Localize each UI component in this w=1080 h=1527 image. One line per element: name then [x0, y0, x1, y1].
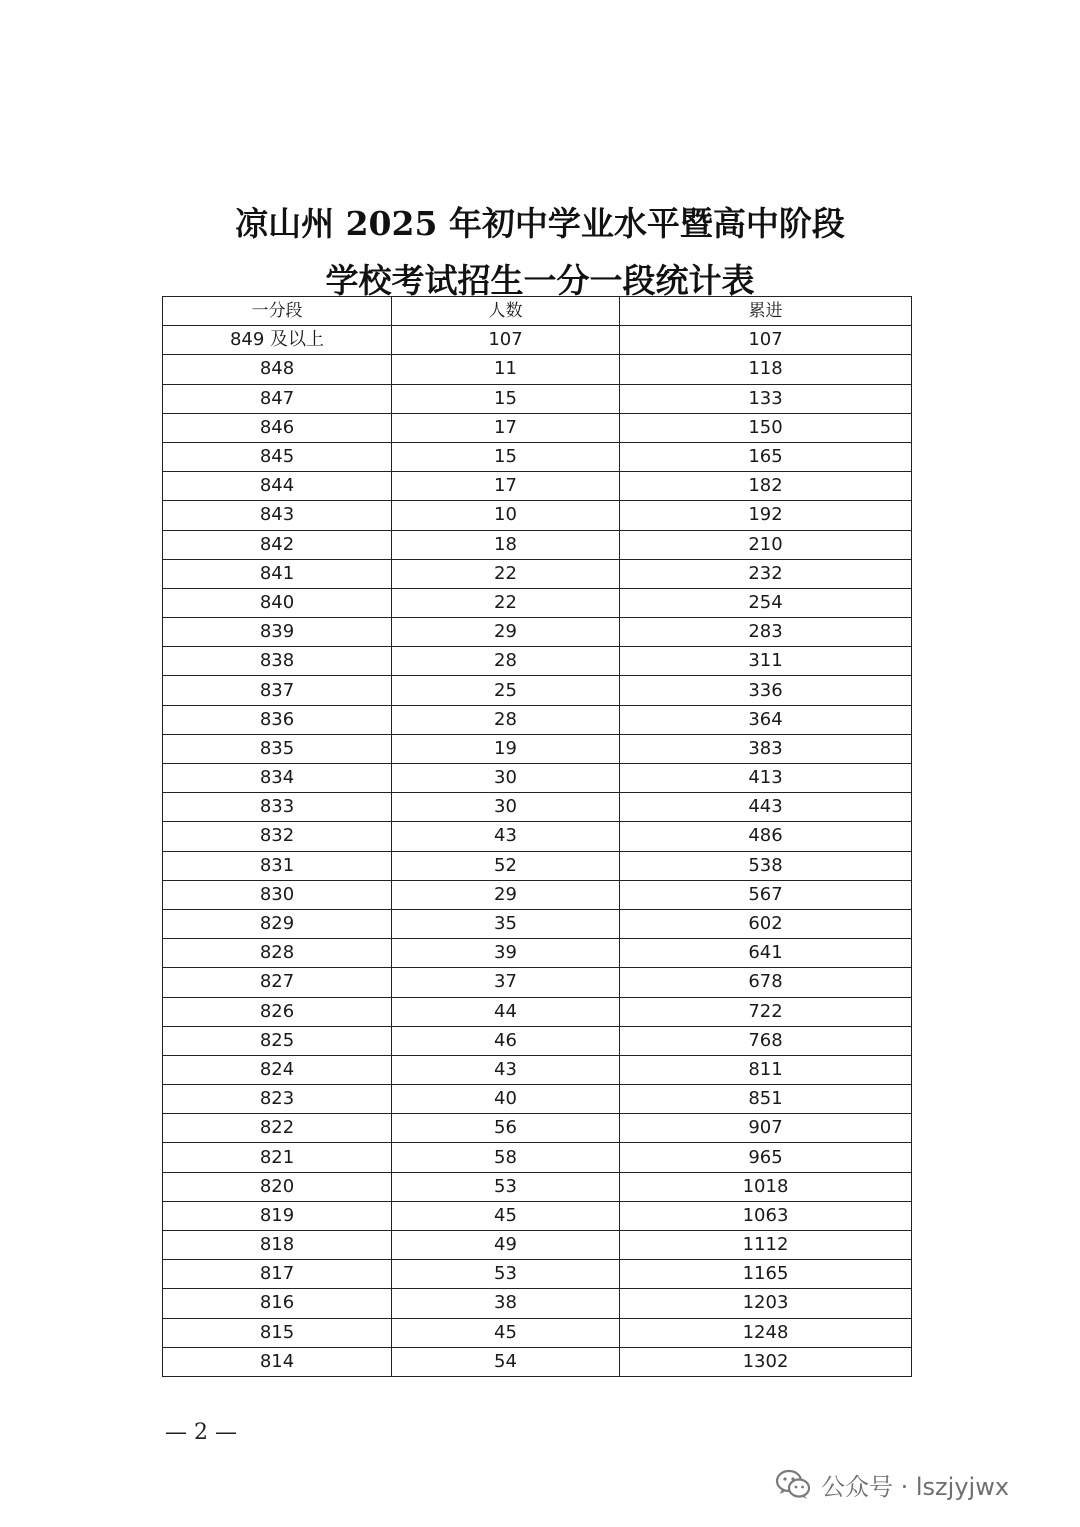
- cumulative-cell: 165: [620, 442, 912, 471]
- score-cell: 845: [163, 442, 392, 471]
- table-row: [163, 1172, 912, 1201]
- count-cell: 49: [392, 1231, 620, 1260]
- score-cell: 837: [163, 676, 392, 705]
- count-cell: 53: [392, 1260, 620, 1289]
- cumulative-cell: 1165: [620, 1260, 912, 1289]
- score-cell: 819: [163, 1201, 392, 1230]
- score-cell: 828: [163, 939, 392, 968]
- score-cell: 849 及以上: [163, 326, 392, 355]
- count-cell: 37: [392, 968, 620, 997]
- table-row: [163, 676, 912, 705]
- table-row: [163, 1289, 912, 1318]
- score-cell: 815: [163, 1318, 392, 1347]
- score-cell: 834: [163, 764, 392, 793]
- cumulative-cell: 538: [620, 851, 912, 880]
- count-cell: 54: [392, 1347, 620, 1376]
- table-row: [163, 588, 912, 617]
- cumulative-cell: 1063: [620, 1201, 912, 1230]
- table-row: [163, 793, 912, 822]
- table-row: [163, 530, 912, 559]
- table-row: [163, 384, 912, 413]
- score-cell: 820: [163, 1172, 392, 1201]
- table-row: [163, 909, 912, 938]
- table-row: [163, 1055, 912, 1084]
- cumulative-cell: 567: [620, 880, 912, 909]
- cumulative-cell: 118: [620, 355, 912, 384]
- count-cell: 43: [392, 1055, 620, 1084]
- table-row: [163, 472, 912, 501]
- count-cell: 30: [392, 764, 620, 793]
- table-row: [163, 1114, 912, 1143]
- count-cell: 28: [392, 647, 620, 676]
- score-cell: 841: [163, 559, 392, 588]
- table-row: [163, 1201, 912, 1230]
- wechat-icon: [775, 1466, 811, 1502]
- cumulative-cell: 182: [620, 472, 912, 501]
- table-row: [163, 442, 912, 471]
- watermark-text: 公众号 · lszjyjwx: [821, 1472, 1010, 1501]
- count-cell: 52: [392, 851, 620, 880]
- score-cell: 825: [163, 1026, 392, 1055]
- cumulative-cell: 722: [620, 997, 912, 1026]
- count-cell: 46: [392, 1026, 620, 1055]
- count-cell: 35: [392, 909, 620, 938]
- cumulative-cell: 1112: [620, 1231, 912, 1260]
- table-row: [163, 559, 912, 588]
- table-row: [163, 705, 912, 734]
- score-cell: 844: [163, 472, 392, 501]
- score-cell: 827: [163, 968, 392, 997]
- cumulative-cell: 443: [620, 793, 912, 822]
- table-row: [163, 1231, 912, 1260]
- table-row: [163, 997, 912, 1026]
- count-cell: 58: [392, 1143, 620, 1172]
- count-cell: 25: [392, 676, 620, 705]
- cumulative-cell: 1248: [620, 1318, 912, 1347]
- score-distribution-table: [162, 296, 912, 1377]
- score-cell: 831: [163, 851, 392, 880]
- count-cell: 17: [392, 472, 620, 501]
- score-cell: 842: [163, 530, 392, 559]
- cumulative-cell: 1018: [620, 1172, 912, 1201]
- score-cell: 840: [163, 588, 392, 617]
- count-cell: 39: [392, 939, 620, 968]
- document-title-line-1: 凉山州 2025 年初中学业水平暨高中阶段: [235, 204, 845, 243]
- count-cell: 44: [392, 997, 620, 1026]
- cumulative-cell: 602: [620, 909, 912, 938]
- cumulative-cell: 311: [620, 647, 912, 676]
- cumulative-cell: 907: [620, 1114, 912, 1143]
- score-cell: 838: [163, 647, 392, 676]
- cumulative-cell: 1203: [620, 1289, 912, 1318]
- cumulative-cell: 210: [620, 530, 912, 559]
- cumulative-cell: 336: [620, 676, 912, 705]
- table-row: [163, 501, 912, 530]
- table-row: [163, 618, 912, 647]
- cumulative-cell: 133: [620, 384, 912, 413]
- score-cell: 826: [163, 997, 392, 1026]
- score-cell: 847: [163, 384, 392, 413]
- table-row: [163, 647, 912, 676]
- score-cell: 832: [163, 822, 392, 851]
- count-cell: 29: [392, 618, 620, 647]
- wechat-watermark: [775, 1466, 1009, 1502]
- table-row: [163, 734, 912, 763]
- count-cell: 22: [392, 588, 620, 617]
- count-cell: 45: [392, 1318, 620, 1347]
- score-cell: 839: [163, 618, 392, 647]
- count-cell: 22: [392, 559, 620, 588]
- score-cell: 814: [163, 1347, 392, 1376]
- score-cell: 830: [163, 880, 392, 909]
- score-cell: 848: [163, 355, 392, 384]
- page-number: — 2 —: [165, 1420, 237, 1445]
- cumulative-cell: 254: [620, 588, 912, 617]
- cumulative-cell: 107: [620, 326, 912, 355]
- table-row: [163, 968, 912, 997]
- cumulative-cell: 1302: [620, 1347, 912, 1376]
- cumulative-cell: 364: [620, 705, 912, 734]
- count-cell: 15: [392, 442, 620, 471]
- cumulative-cell: 150: [620, 413, 912, 442]
- table-row: [163, 355, 912, 384]
- table-row: [163, 764, 912, 793]
- table-row: [163, 939, 912, 968]
- table-row: [163, 851, 912, 880]
- column-header-cumulative: 累进: [620, 297, 912, 326]
- table-row: [163, 1026, 912, 1055]
- score-cell: 822: [163, 1114, 392, 1143]
- table-row: [163, 1085, 912, 1114]
- column-header-count: 人数: [392, 297, 620, 326]
- score-cell: 824: [163, 1055, 392, 1084]
- count-cell: 53: [392, 1172, 620, 1201]
- score-cell: 843: [163, 501, 392, 530]
- table-header-row: [163, 297, 912, 326]
- cumulative-cell: 678: [620, 968, 912, 997]
- table-row: [163, 413, 912, 442]
- count-cell: 30: [392, 793, 620, 822]
- cumulative-cell: 965: [620, 1143, 912, 1172]
- score-cell: 817: [163, 1260, 392, 1289]
- count-cell: 43: [392, 822, 620, 851]
- table-row: [163, 880, 912, 909]
- count-cell: 10: [392, 501, 620, 530]
- table-row: [163, 1143, 912, 1172]
- table-row: [163, 1318, 912, 1347]
- table-row: [163, 822, 912, 851]
- count-cell: 28: [392, 705, 620, 734]
- cumulative-cell: 383: [620, 734, 912, 763]
- cumulative-cell: 641: [620, 939, 912, 968]
- column-header-score: 一分段: [163, 297, 392, 326]
- count-cell: 18: [392, 530, 620, 559]
- count-cell: 19: [392, 734, 620, 763]
- count-cell: 11: [392, 355, 620, 384]
- cumulative-cell: 851: [620, 1085, 912, 1114]
- cumulative-cell: 413: [620, 764, 912, 793]
- count-cell: 17: [392, 413, 620, 442]
- count-cell: 45: [392, 1201, 620, 1230]
- score-cell: 836: [163, 705, 392, 734]
- score-cell: 823: [163, 1085, 392, 1114]
- table-row: [163, 326, 912, 355]
- score-cell: 833: [163, 793, 392, 822]
- score-cell: 821: [163, 1143, 392, 1172]
- count-cell: 15: [392, 384, 620, 413]
- count-cell: 29: [392, 880, 620, 909]
- score-cell: 835: [163, 734, 392, 763]
- table-row: [163, 1260, 912, 1289]
- cumulative-cell: 232: [620, 559, 912, 588]
- cumulative-cell: 283: [620, 618, 912, 647]
- count-cell: 40: [392, 1085, 620, 1114]
- count-cell: 107: [392, 326, 620, 355]
- table-row: [163, 1347, 912, 1376]
- score-cell: 829: [163, 909, 392, 938]
- cumulative-cell: 811: [620, 1055, 912, 1084]
- document-title-line-2: 学校考试招生一分一段统计表: [325, 261, 755, 300]
- table-body: [163, 326, 912, 1377]
- score-cell: 846: [163, 413, 392, 442]
- cumulative-cell: 192: [620, 501, 912, 530]
- cumulative-cell: 486: [620, 822, 912, 851]
- cumulative-cell: 768: [620, 1026, 912, 1055]
- count-cell: 38: [392, 1289, 620, 1318]
- count-cell: 56: [392, 1114, 620, 1143]
- score-cell: 818: [163, 1231, 392, 1260]
- score-cell: 816: [163, 1289, 392, 1318]
